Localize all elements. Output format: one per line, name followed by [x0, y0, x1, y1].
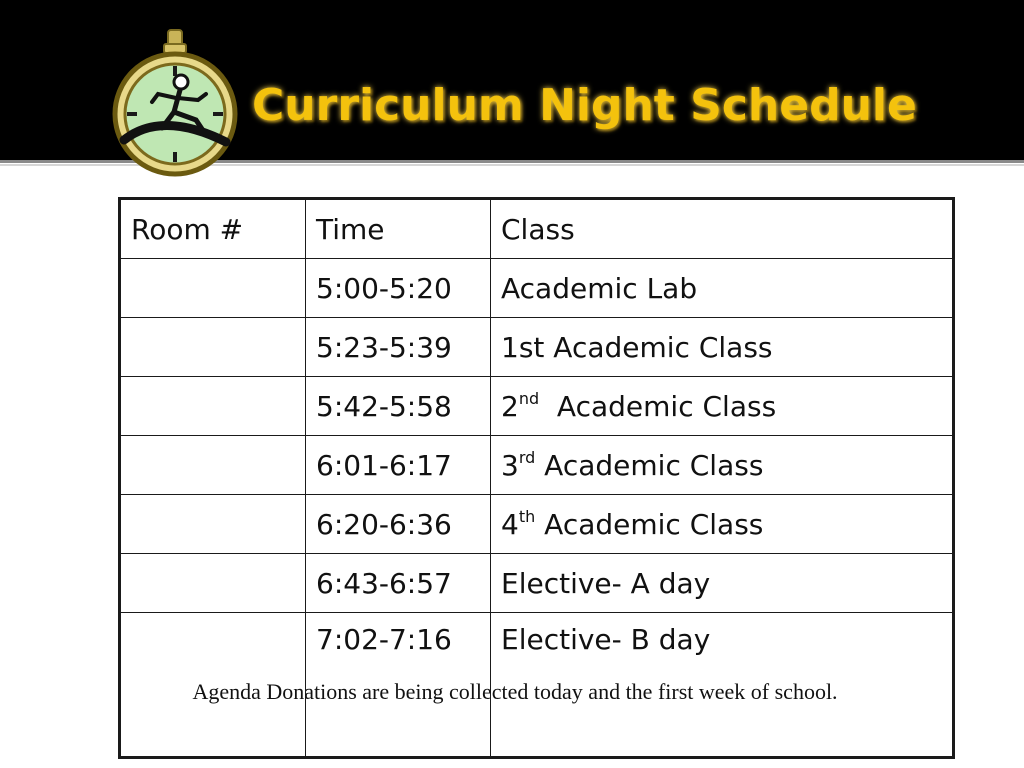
class-ordinal-suffix: th	[518, 506, 536, 526]
schedule-table-frame	[118, 197, 955, 759]
column-header-class: Class	[491, 200, 953, 259]
schedule-table	[120, 199, 953, 757]
class-cell	[491, 554, 953, 613]
room-cell	[121, 554, 306, 613]
class-text: Academic Class	[539, 389, 777, 423]
class-text: 1st Academic Class	[501, 330, 773, 364]
agenda-donation-note: Agenda Donations are being collected today and the first week of school.	[192, 679, 838, 704]
column-header-time: Time	[306, 200, 491, 259]
class-cell	[491, 318, 953, 377]
time-cell: 5:00-5:20	[306, 259, 491, 318]
class-ordinal: 3	[501, 448, 519, 482]
table-header-row	[121, 200, 953, 259]
table-row	[121, 377, 953, 436]
class-ordinal: 2	[501, 389, 519, 423]
time-cell: 5:23-5:39	[306, 318, 491, 377]
column-header-room: Room #	[121, 200, 306, 259]
room-cell	[121, 495, 306, 554]
class-cell	[491, 436, 953, 495]
class-ordinal: 4	[501, 507, 519, 541]
table-row	[121, 259, 953, 318]
class-cell	[491, 495, 953, 554]
class-ordinal-suffix: nd	[518, 388, 540, 408]
time-cell: 6:43-6:57	[306, 554, 491, 613]
class-cell	[491, 377, 953, 436]
stopwatch-runner-icon	[102, 28, 252, 178]
class-text: Academic Lab	[501, 271, 698, 305]
time-cell: 7:02-7:16	[306, 613, 491, 757]
class-text: Elective- A day	[501, 566, 711, 600]
time-cell: 6:01-6:17	[306, 436, 491, 495]
time-cell: 6:20-6:36	[306, 495, 491, 554]
class-text: Academic Class	[535, 507, 764, 541]
room-cell	[121, 318, 306, 377]
table-row	[121, 436, 953, 495]
room-cell	[121, 259, 306, 318]
room-cell	[121, 436, 306, 495]
room-cell	[121, 377, 306, 436]
class-ordinal-suffix: rd	[518, 447, 536, 467]
time-cell: 5:42-5:58	[306, 377, 491, 436]
class-text: Elective- B day	[501, 623, 711, 656]
table-row	[121, 318, 953, 377]
class-cell	[491, 259, 953, 318]
class-text: Academic Class	[535, 448, 764, 482]
slide-title: Curriculum Night Schedule	[252, 80, 917, 131]
table-row	[121, 495, 953, 554]
table-row	[121, 554, 953, 613]
